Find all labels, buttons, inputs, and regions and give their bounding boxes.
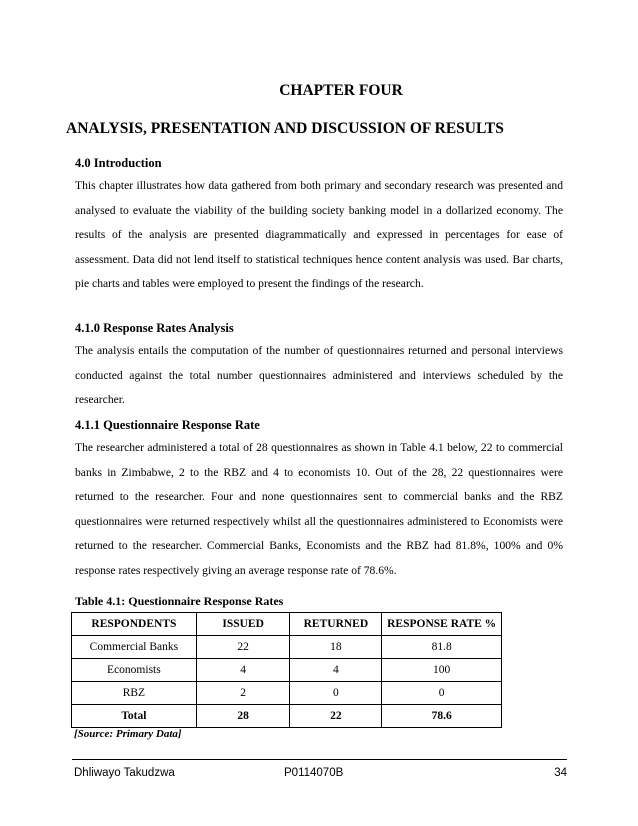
table-header-row [72, 613, 502, 636]
table-row [72, 636, 502, 659]
table-cell: 4 [290, 659, 382, 682]
table-source-note: [Source: Primary Data] [74, 728, 182, 740]
paragraph: The analysis entails the computation of the number of questionnaires returned and personal interviews conducted against the total number questionnaires administered and interviews scheduled by the researcher. [75, 344, 563, 407]
table-cell: 0 [382, 682, 502, 705]
column-header: RESPONSE RATE % [382, 613, 502, 636]
paragraph: The researcher administered a total of 28 questionnaires as shown in Table 4.1 below, 22 to commercial banks in Zimbabwe, 2 to the RBZ and 4 to economists 10. Out of the 28, 22 questionnaires were returned to the researcher. Four and none questionnaires sent to commercial banks and the RBZ questionnaires were returned respectively whilst all the questionnaires administered to Economists were returned to the researcher. Commercial Banks, Economists and the RBZ had 81.8%, 100% and 0% response rates respectively giving an average response rate of 78.6%. [75, 441, 563, 577]
section-text-introduction [75, 174, 563, 297]
column-header: RETURNED [290, 613, 382, 636]
column-header: RESPONDENTS [72, 613, 197, 636]
table-row [72, 682, 502, 705]
response-rate-table [71, 612, 502, 728]
table-cell: Commercial Banks [72, 636, 197, 659]
table-cell: 28 [196, 705, 290, 728]
table-cell: 22 [290, 705, 382, 728]
table-cell: 0 [290, 682, 382, 705]
footer-author: Dhliwayo Takudzwa [74, 767, 175, 779]
footer-page-number: 34 [554, 767, 567, 779]
table-cell: 2 [196, 682, 290, 705]
table-cell: Total [72, 705, 197, 728]
table-cell: RBZ [72, 682, 197, 705]
paragraph: This chapter illustrates how data gathered from both primary and secondary research was presented and analysed to evaluate the viability of the building society banking model in a dollarized economy. The results of the analysis are presented diagrammatically and expressed in percentages for ease of assessment. Data did not lend itself to statistical techniques hence content analysis was used. Bar charts, pie charts and tables were employed to present the findings of the research. [75, 179, 563, 291]
table-cell: 81.8 [382, 636, 502, 659]
table-cell: 18 [290, 636, 382, 659]
chapter-title: CHAPTER FOUR [279, 82, 403, 99]
section-text-response-rates [75, 339, 563, 413]
footer-divider [72, 759, 567, 760]
table-cell: 100 [382, 659, 502, 682]
table-row [72, 659, 502, 682]
section-heading-introduction: 4.0 Introduction [75, 156, 162, 170]
table-cell: 22 [196, 636, 290, 659]
section-heading-questionnaire: 4.1.1 Questionnaire Response Rate [75, 418, 260, 432]
section-heading-response-rates: 4.1.0 Response Rates Analysis [75, 321, 234, 335]
table-cell: 78.6 [382, 705, 502, 728]
table-total-row [72, 705, 502, 728]
section-text-questionnaire [75, 436, 563, 584]
column-header: ISSUED [196, 613, 290, 636]
table-cell: Economists [72, 659, 197, 682]
chapter-subtitle: ANALYSIS, PRESENTATION AND DISCUSSION OF RESULTS [66, 120, 504, 137]
table-caption: Table 4.1: Questionnaire Response Rates [75, 594, 284, 608]
footer-student-id: P0114070B [284, 767, 344, 779]
table-cell: 4 [196, 659, 290, 682]
